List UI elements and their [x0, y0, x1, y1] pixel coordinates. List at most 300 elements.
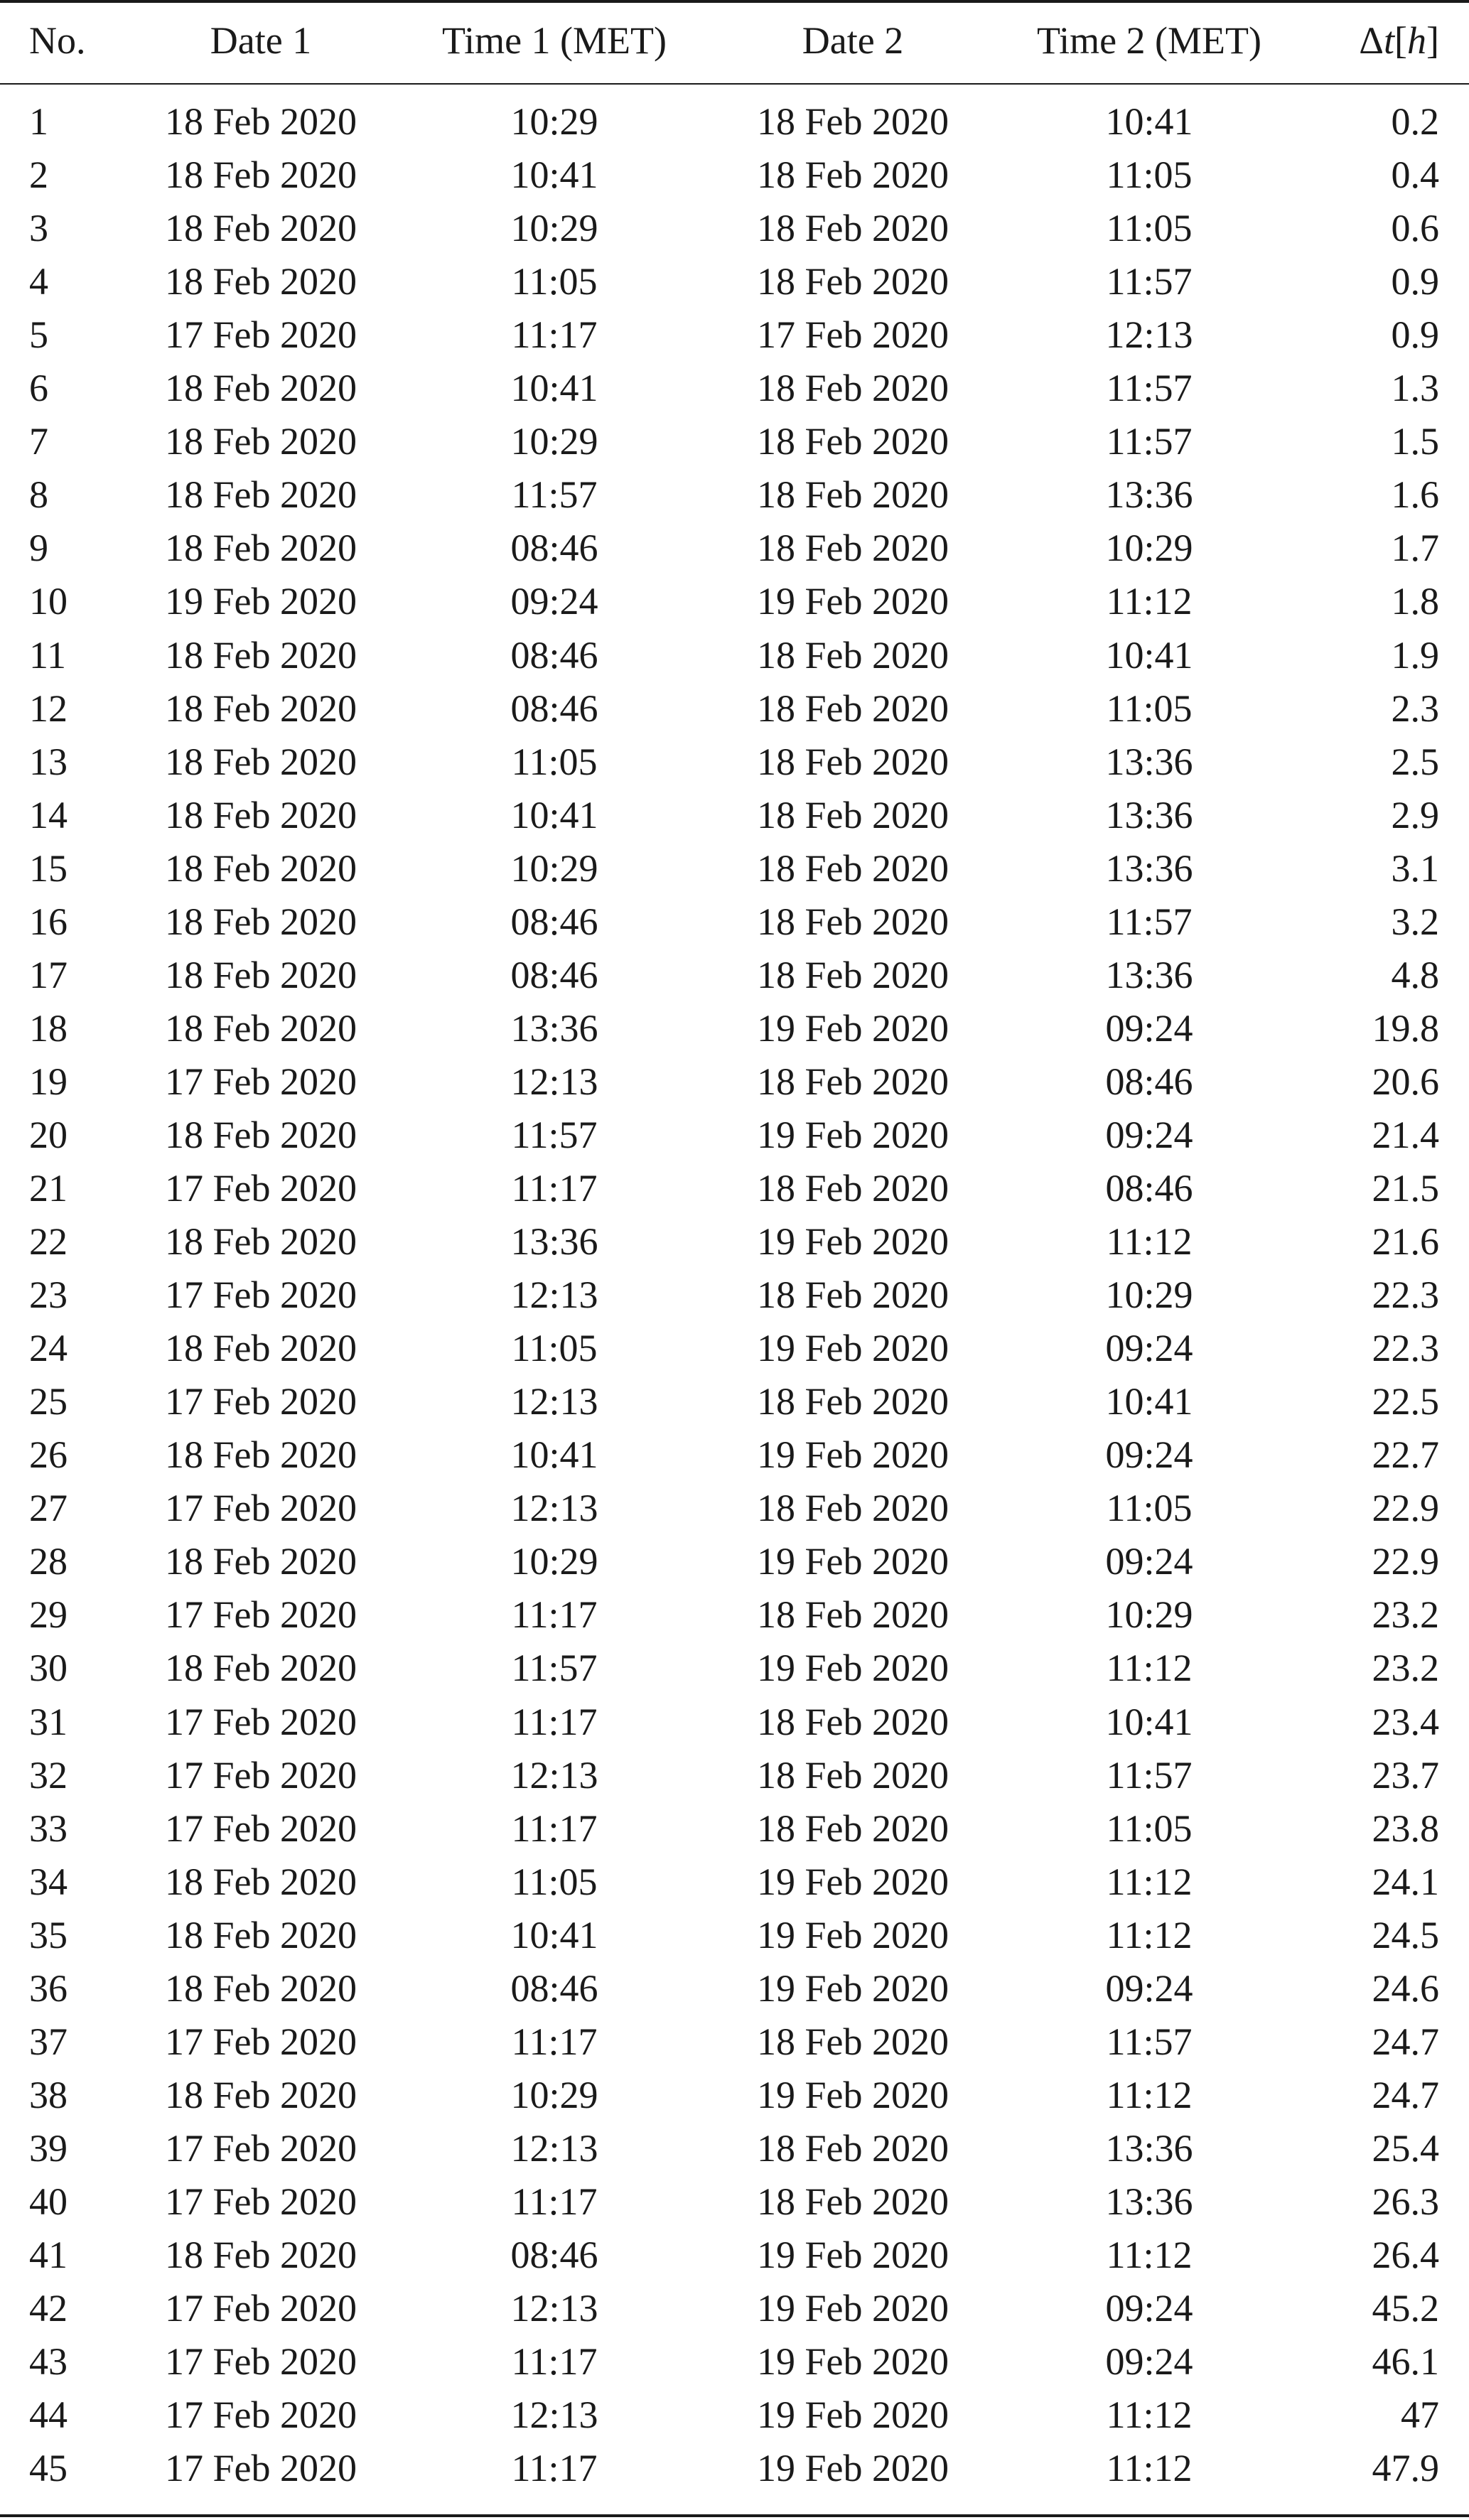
cell-date-2: 19 Feb 2020	[757, 1647, 949, 1690]
cell-time-2: 11:05	[1106, 154, 1193, 197]
table-row	[0, 1109, 1469, 1162]
cell-date-2: 18 Feb 2020	[757, 260, 949, 303]
cell-delta-t: 22.7	[1372, 1433, 1439, 1477]
cell-time-2: 11:12	[1106, 1647, 1193, 1690]
cell-delta-t: 0.9	[1391, 313, 1439, 357]
cell-time-1: 11:17	[511, 313, 598, 357]
cell-no: 10	[29, 580, 68, 623]
cell-date-2: 18 Feb 2020	[757, 900, 949, 943]
cell-time-2: 13:36	[1105, 793, 1193, 836]
cell-delta-t: 24.7	[1372, 2073, 1439, 2116]
cell-time-1: 12:13	[510, 1274, 598, 1317]
cell-date-2: 18 Feb 2020	[757, 1700, 949, 1743]
cell-no: 38	[29, 2073, 68, 2116]
delta-t-var: t	[1384, 19, 1395, 62]
cell-time-1: 11:17	[511, 2180, 598, 2223]
cell-time-2: 10:41	[1105, 100, 1193, 143]
cell-time-2: 09:24	[1105, 2287, 1193, 2330]
cell-date-1: 18 Feb 2020	[165, 2234, 357, 2276]
cell-time-2: 10:29	[1105, 527, 1193, 570]
cell-date-1: 17 Feb 2020	[165, 313, 357, 357]
cell-time-1: 09:24	[510, 580, 598, 623]
cell-date-2: 19 Feb 2020	[757, 1327, 949, 1370]
cell-time-1: 12:13	[510, 2394, 598, 2437]
cell-date-2: 18 Feb 2020	[757, 154, 949, 197]
cell-date-1: 17 Feb 2020	[165, 2126, 357, 2170]
cell-time-1: 10:29	[510, 207, 598, 250]
cell-date-1: 17 Feb 2020	[165, 2020, 357, 2063]
cell-time-2: 11:57	[1106, 367, 1193, 410]
unit-h: h	[1407, 19, 1427, 62]
header-date-2: Date 2	[802, 19, 904, 62]
cell-time-1: 08:46	[510, 1966, 598, 2010]
cell-time-1: 08:46	[510, 900, 598, 943]
cell-delta-t: 20.6	[1372, 1060, 1439, 1103]
cell-no: 34	[29, 1860, 68, 1903]
cell-time-2: 08:46	[1105, 1060, 1193, 1103]
cell-no: 11	[29, 633, 66, 677]
cell-delta-t: 23.4	[1372, 1700, 1439, 1743]
delta-symbol: Δ	[1359, 19, 1384, 62]
table-row	[0, 1215, 1469, 1269]
cell-time-2: 11:12	[1106, 1913, 1193, 1956]
cell-date-2: 18 Feb 2020	[757, 2020, 949, 2063]
table-row	[0, 1428, 1469, 1482]
cell-delta-t: 2.9	[1391, 793, 1439, 836]
cell-no: 26	[29, 1433, 68, 1477]
cell-date-2: 18 Feb 2020	[757, 793, 949, 836]
table-row	[0, 789, 1469, 842]
cell-no: 12	[29, 686, 68, 730]
cell-date-1: 18 Feb 2020	[165, 1647, 357, 1690]
cell-no: 21	[29, 1167, 68, 1210]
cell-time-2: 11:05	[1106, 686, 1193, 730]
cell-time-2: 10:41	[1105, 1380, 1193, 1423]
table-row	[0, 1055, 1469, 1109]
cell-time-2: 11:12	[1106, 2073, 1193, 2116]
cell-delta-t: 1.5	[1391, 420, 1439, 463]
cell-delta-t: 23.2	[1372, 1593, 1439, 1637]
cell-date-2: 18 Feb 2020	[757, 953, 949, 996]
cell-delta-t: 3.2	[1391, 900, 1439, 943]
table-row	[0, 1962, 1469, 2015]
table-row	[0, 149, 1469, 202]
cell-date-1: 18 Feb 2020	[165, 154, 357, 197]
cell-date-1: 18 Feb 2020	[165, 1913, 357, 1956]
cell-date-1: 17 Feb 2020	[165, 1700, 357, 1743]
cell-time-1: 11:17	[511, 2447, 598, 2490]
table-row	[0, 895, 1469, 949]
cell-delta-t: 46.1	[1372, 2340, 1439, 2384]
table-row	[0, 1269, 1469, 1322]
cell-date-2: 17 Feb 2020	[757, 313, 949, 357]
cell-delta-t: 22.9	[1372, 1540, 1439, 1583]
cell-time-2: 11:12	[1106, 1220, 1193, 1264]
cell-date-2: 18 Feb 2020	[757, 740, 949, 783]
cell-date-2: 19 Feb 2020	[757, 1006, 949, 1050]
cell-date-2: 19 Feb 2020	[757, 1220, 949, 1264]
cell-time-1: 10:41	[510, 367, 598, 410]
cell-no: 35	[29, 1913, 68, 1956]
cell-delta-t: 0.2	[1391, 100, 1439, 143]
cell-no: 17	[29, 953, 68, 996]
cell-time-2: 10:29	[1105, 1593, 1193, 1637]
cell-delta-t: 47.9	[1372, 2447, 1439, 2490]
cell-time-1: 08:46	[510, 2234, 598, 2276]
header-time-1: Time 1 (MET)	[441, 19, 667, 62]
cell-date-2: 19 Feb 2020	[757, 2340, 949, 2384]
cell-no: 44	[29, 2394, 68, 2437]
cell-time-1: 11:17	[511, 2340, 598, 2384]
cell-date-2: 18 Feb 2020	[757, 527, 949, 570]
cell-time-2: 11:05	[1106, 1487, 1193, 1530]
cell-time-2: 11:05	[1106, 1806, 1193, 1850]
cell-time-1: 10:29	[510, 846, 598, 890]
table-row	[0, 202, 1469, 255]
cell-date-1: 17 Feb 2020	[165, 1380, 357, 1423]
cell-time-1: 11:57	[511, 1113, 598, 1156]
cell-no: 27	[29, 1487, 68, 1530]
cell-date-2: 19 Feb 2020	[757, 2234, 949, 2276]
table-row	[0, 736, 1469, 789]
cell-time-1: 11:05	[511, 1327, 598, 1370]
cell-time-1: 08:46	[510, 686, 598, 730]
cell-date-1: 18 Feb 2020	[165, 1327, 357, 1370]
cell-date-2: 19 Feb 2020	[757, 2447, 949, 2490]
cell-delta-t: 21.5	[1372, 1167, 1439, 1210]
cell-date-2: 19 Feb 2020	[757, 2287, 949, 2330]
table-row	[0, 1696, 1469, 1749]
cell-no: 29	[29, 1593, 68, 1637]
cell-time-1: 08:46	[510, 633, 598, 677]
cell-delta-t: 22.3	[1372, 1274, 1439, 1317]
cell-time-1: 12:13	[510, 1380, 598, 1423]
cell-no: 32	[29, 1753, 68, 1797]
cell-time-1: 10:29	[510, 420, 598, 463]
table-row	[0, 415, 1469, 468]
cell-date-2: 18 Feb 2020	[757, 2126, 949, 2170]
cell-date-1: 17 Feb 2020	[165, 2287, 357, 2330]
cell-delta-t: 1.3	[1391, 367, 1439, 410]
cell-time-1: 12:13	[510, 1060, 598, 1103]
table-row	[0, 255, 1469, 308]
cell-no: 15	[29, 846, 68, 890]
table-row	[0, 1749, 1469, 1802]
cell-date-1: 18 Feb 2020	[165, 1540, 357, 1583]
cell-time-1: 12:13	[510, 2126, 598, 2170]
cell-date-1: 18 Feb 2020	[165, 1433, 357, 1477]
cell-date-1: 18 Feb 2020	[165, 260, 357, 303]
cell-date-1: 17 Feb 2020	[165, 1060, 357, 1103]
cell-time-2: 11:57	[1106, 900, 1193, 943]
cell-no: 31	[29, 1700, 68, 1743]
cell-date-1: 17 Feb 2020	[165, 1167, 357, 1210]
cell-no: 43	[29, 2340, 68, 2384]
cell-date-1: 18 Feb 2020	[165, 846, 357, 890]
cell-time-2: 10:29	[1105, 1274, 1193, 1317]
cell-no: 14	[29, 793, 68, 836]
cell-time-2: 08:46	[1105, 1167, 1193, 1210]
table-row	[0, 2069, 1469, 2122]
cell-delta-t: 23.2	[1372, 1647, 1439, 1690]
cell-time-1: 10:41	[510, 1433, 598, 1477]
cell-no: 9	[29, 527, 48, 570]
cell-date-1: 18 Feb 2020	[165, 367, 357, 410]
table-row	[0, 1322, 1469, 1375]
cell-date-2: 18 Feb 2020	[757, 1806, 949, 1850]
cell-date-1: 17 Feb 2020	[165, 1274, 357, 1317]
table-row	[0, 2122, 1469, 2175]
cell-delta-t: 26.4	[1372, 2234, 1439, 2276]
cell-time-2: 13:36	[1105, 473, 1193, 517]
cell-delta-t: 0.9	[1391, 260, 1439, 303]
cell-date-1: 18 Feb 2020	[165, 207, 357, 250]
cell-date-1: 17 Feb 2020	[165, 2394, 357, 2437]
cell-date-1: 17 Feb 2020	[165, 2180, 357, 2223]
cell-no: 3	[29, 207, 48, 250]
cell-delta-t: 21.6	[1372, 1220, 1439, 1264]
cell-time-2: 11:12	[1106, 2394, 1193, 2437]
cell-date-2: 18 Feb 2020	[757, 1274, 949, 1317]
cell-no: 45	[29, 2447, 68, 2490]
cell-date-1: 18 Feb 2020	[165, 900, 357, 943]
cell-date-2: 18 Feb 2020	[757, 367, 949, 410]
header-delta-t	[1359, 14, 1439, 68]
cell-date-1: 18 Feb 2020	[165, 527, 357, 570]
cell-time-2: 13:36	[1105, 953, 1193, 996]
cell-time-2: 10:41	[1105, 1700, 1193, 1743]
table-row	[0, 468, 1469, 522]
cell-date-2: 18 Feb 2020	[757, 846, 949, 890]
cell-date-1: 18 Feb 2020	[165, 100, 357, 143]
cell-delta-t: 1.8	[1391, 580, 1439, 623]
cell-delta-t: 4.8	[1391, 953, 1439, 996]
cell-time-2: 11:12	[1106, 2447, 1193, 2490]
cell-date-1: 18 Feb 2020	[165, 1966, 357, 2010]
cell-no: 30	[29, 1647, 68, 1690]
cell-no: 19	[29, 1060, 68, 1103]
cell-no: 40	[29, 2180, 68, 2223]
header-date-1: Date 1	[210, 19, 312, 62]
cell-no: 4	[29, 260, 48, 303]
cell-time-1: 11:57	[511, 473, 598, 517]
cell-time-2: 09:24	[1105, 1540, 1193, 1583]
cell-date-2: 18 Feb 2020	[757, 686, 949, 730]
table-row	[0, 1856, 1469, 1909]
cell-date-1: 18 Feb 2020	[165, 793, 357, 836]
cell-delta-t: 19.8	[1372, 1006, 1439, 1050]
cell-time-1: 10:29	[510, 2073, 598, 2116]
cell-time-1: 13:36	[510, 1006, 598, 1050]
cell-date-2: 18 Feb 2020	[757, 2180, 949, 2223]
header-time-2: Time 2 (MET)	[1036, 19, 1261, 62]
cell-time-2: 11:57	[1106, 2020, 1193, 2063]
cell-time-1: 11:05	[511, 260, 598, 303]
cell-time-2: 11:05	[1106, 207, 1193, 250]
cell-date-1: 17 Feb 2020	[165, 2447, 357, 2490]
cell-date-1: 18 Feb 2020	[165, 740, 357, 783]
cell-date-2: 19 Feb 2020	[757, 1860, 949, 1903]
cell-date-2: 18 Feb 2020	[757, 473, 949, 517]
cell-no: 5	[29, 313, 48, 357]
cell-no: 16	[29, 900, 68, 943]
cell-no: 42	[29, 2287, 68, 2330]
cell-time-1: 08:46	[510, 953, 598, 996]
table-row	[0, 575, 1469, 628]
cell-date-2: 19 Feb 2020	[757, 1540, 949, 1583]
table-row	[0, 522, 1469, 575]
cell-time-2: 13:36	[1105, 740, 1193, 783]
cell-delta-t: 0.4	[1391, 154, 1439, 197]
cell-time-1: 11:17	[511, 1700, 598, 1743]
table-row	[0, 1642, 1469, 1695]
table-row	[0, 1588, 1469, 1642]
cell-date-2: 18 Feb 2020	[757, 1593, 949, 1637]
cell-time-2: 09:24	[1105, 1006, 1193, 1050]
cell-time-1: 13:36	[510, 1220, 598, 1264]
cell-time-2: 11:12	[1106, 580, 1193, 623]
cell-no: 18	[29, 1006, 68, 1050]
cell-no: 28	[29, 1540, 68, 1583]
cell-no: 37	[29, 2020, 68, 2063]
header-row	[0, 14, 1469, 68]
table-row	[0, 362, 1469, 415]
cell-time-1: 10:29	[510, 100, 598, 143]
table-row	[0, 95, 1469, 149]
cell-time-2: 09:24	[1105, 1433, 1193, 1477]
cell-delta-t: 1.6	[1391, 473, 1439, 517]
cell-no: 13	[29, 740, 68, 783]
cell-date-2: 19 Feb 2020	[757, 2394, 949, 2437]
cell-no: 33	[29, 1806, 68, 1850]
cell-delta-t: 1.7	[1391, 527, 1439, 570]
cell-date-2: 19 Feb 2020	[757, 1966, 949, 2010]
cell-time-1: 11:05	[511, 740, 598, 783]
cell-time-2: 11:57	[1106, 420, 1193, 463]
cell-delta-t: 3.1	[1391, 846, 1439, 890]
cell-delta-t: 23.8	[1372, 1806, 1439, 1850]
table-row	[0, 949, 1469, 1002]
cell-date-2: 18 Feb 2020	[757, 100, 949, 143]
cell-date-2: 19 Feb 2020	[757, 1433, 949, 1477]
table-row	[0, 1002, 1469, 1055]
cell-no: 2	[29, 154, 48, 197]
cell-no: 20	[29, 1113, 68, 1156]
cell-date-1: 18 Feb 2020	[165, 420, 357, 463]
cell-date-2: 19 Feb 2020	[757, 2073, 949, 2116]
cell-date-2: 18 Feb 2020	[757, 633, 949, 677]
table-row	[0, 1375, 1469, 1428]
cell-date-1: 18 Feb 2020	[165, 473, 357, 517]
cell-delta-t: 24.1	[1372, 1860, 1439, 1903]
cell-time-1: 08:46	[510, 527, 598, 570]
cell-time-2: 11:12	[1106, 2234, 1193, 2276]
cell-time-1: 12:13	[510, 1487, 598, 1530]
cell-date-1: 18 Feb 2020	[165, 1860, 357, 1903]
cell-date-1: 18 Feb 2020	[165, 2073, 357, 2116]
cell-delta-t: 2.3	[1391, 686, 1439, 730]
cell-delta-t: 24.7	[1372, 2020, 1439, 2063]
cell-date-2: 18 Feb 2020	[757, 1753, 949, 1797]
cell-time-2: 09:24	[1105, 1966, 1193, 2010]
cell-delta-t: 22.5	[1372, 1380, 1439, 1423]
table-row	[0, 1909, 1469, 1962]
cell-no: 22	[29, 1220, 68, 1264]
cell-delta-t: 25.4	[1372, 2126, 1439, 2170]
table-row	[0, 682, 1469, 736]
table-row	[0, 1535, 1469, 1588]
cell-time-1: 12:13	[510, 1753, 598, 1797]
cell-time-1: 11:05	[511, 1860, 598, 1903]
table-row	[0, 2335, 1469, 2389]
table-row	[0, 2229, 1469, 2282]
cell-delta-t: 21.4	[1372, 1113, 1439, 1156]
table-row	[0, 2175, 1469, 2229]
bracket-open: [	[1394, 19, 1408, 62]
cell-date-2: 18 Feb 2020	[757, 1487, 949, 1530]
cell-date-1: 17 Feb 2020	[165, 1487, 357, 1530]
cell-delta-t: 0.6	[1391, 207, 1439, 250]
cell-time-1: 11:17	[511, 1167, 598, 1210]
cell-time-2: 13:36	[1105, 2126, 1193, 2170]
cell-no: 24	[29, 1327, 68, 1370]
table-row	[0, 842, 1469, 895]
cell-time-2: 11:12	[1106, 1860, 1193, 1903]
cell-delta-t: 22.3	[1372, 1327, 1439, 1370]
table-row	[0, 2442, 1469, 2495]
cell-date-2: 18 Feb 2020	[757, 1060, 949, 1103]
cell-date-2: 19 Feb 2020	[757, 580, 949, 623]
cell-date-1: 18 Feb 2020	[165, 953, 357, 996]
cell-time-1: 11:17	[511, 2020, 598, 2063]
cell-date-1: 17 Feb 2020	[165, 2340, 357, 2384]
table-row	[0, 2282, 1469, 2335]
bracket-close: ]	[1426, 19, 1439, 62]
cell-date-2: 18 Feb 2020	[757, 420, 949, 463]
cell-time-2: 10:41	[1105, 633, 1193, 677]
cell-time-2: 12:13	[1105, 313, 1193, 357]
cell-time-2: 09:24	[1105, 2340, 1193, 2384]
cell-no: 23	[29, 1274, 68, 1317]
cell-no: 39	[29, 2126, 68, 2170]
cell-time-1: 11:17	[511, 1593, 598, 1637]
cell-delta-t: 2.5	[1391, 740, 1439, 783]
cell-time-1: 10:29	[510, 1540, 598, 1583]
cell-date-1: 18 Feb 2020	[165, 1006, 357, 1050]
cell-delta-t: 1.9	[1391, 633, 1439, 677]
cell-date-2: 18 Feb 2020	[757, 207, 949, 250]
cell-date-2: 18 Feb 2020	[757, 1380, 949, 1423]
cell-date-1: 18 Feb 2020	[165, 1113, 357, 1156]
cell-delta-t: 45.2	[1372, 2287, 1439, 2330]
cell-time-1: 11:57	[511, 1647, 598, 1690]
cell-no: 41	[29, 2234, 68, 2276]
cell-time-2: 11:57	[1106, 1753, 1193, 1797]
cell-delta-t: 24.6	[1372, 1966, 1439, 2010]
cell-no: 8	[29, 473, 48, 517]
cell-time-1: 10:41	[510, 1913, 598, 1956]
cell-time-1: 10:41	[510, 154, 598, 197]
cell-date-1: 18 Feb 2020	[165, 1220, 357, 1264]
table-row	[0, 2389, 1469, 2442]
cell-delta-t: 23.7	[1372, 1753, 1439, 1797]
table-row	[0, 308, 1469, 362]
table-row	[0, 2015, 1469, 2069]
cell-date-1: 18 Feb 2020	[165, 633, 357, 677]
cell-time-1: 12:13	[510, 2287, 598, 2330]
cell-date-2: 18 Feb 2020	[757, 1167, 949, 1210]
cell-time-1: 11:17	[511, 1806, 598, 1850]
